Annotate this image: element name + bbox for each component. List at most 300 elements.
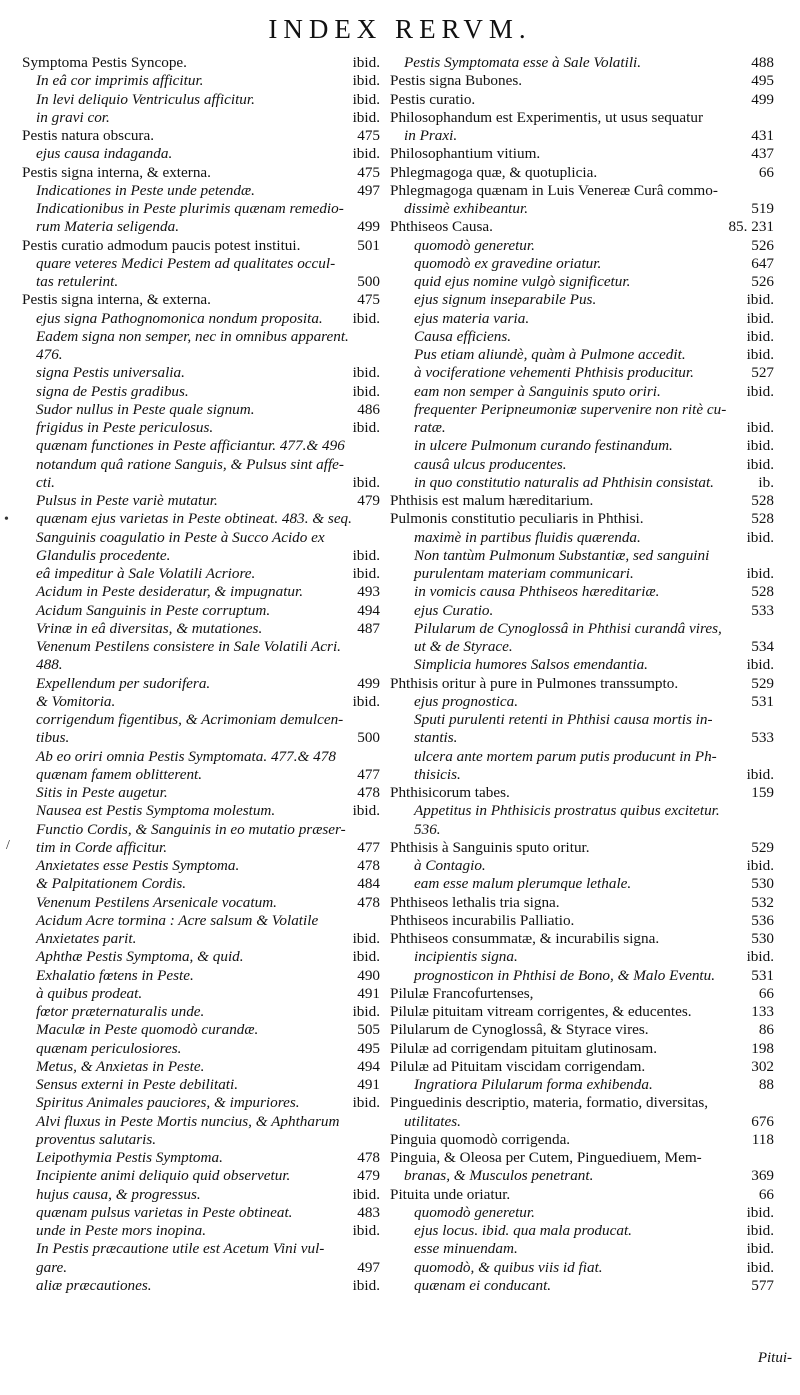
entry-page-number: 494 — [353, 1058, 380, 1076]
index-entry — [22, 510, 380, 528]
entry-page-number: 531 — [747, 693, 774, 711]
entry-text: Pestis signa interna, & externa. — [22, 163, 211, 181]
index-entry — [22, 930, 380, 948]
entry-text: ejus signa Pathognomonica nondum proposita. — [36, 309, 323, 327]
entry-text: in quo constitutio naturalis ad Phthisin consistat. — [414, 473, 714, 491]
entry-text: maximè in partibus fluidis quærenda. — [414, 528, 641, 546]
entry-page-number: 526 — [747, 273, 774, 291]
index-entry — [390, 1003, 774, 1021]
entry-page-number: 505 — [353, 1021, 380, 1039]
entry-text: Phthiseos Causa. — [390, 218, 493, 236]
entry-text: Acidum in Peste desideratur, & impugnatur. — [36, 583, 304, 601]
entry-page-number: ibid. — [349, 310, 380, 328]
entry-page-number: 491 — [353, 985, 380, 1003]
entry-page-number: 491 — [353, 1076, 380, 1094]
index-entry — [22, 182, 380, 200]
entry-page-number: 527 — [747, 364, 774, 382]
entry-text: ut & de Styrace. — [414, 638, 513, 655]
entry-text: Glandulis procedente. — [36, 546, 171, 564]
entry-text: Spiritus Animales pauciores, & impuriores. — [36, 1094, 300, 1112]
entry-text: quomodò ex gravedine oriatur. — [414, 254, 602, 272]
index-entry — [390, 1186, 774, 1204]
entry-text: Pituita unde oriatur. — [390, 1185, 511, 1203]
index-entry — [390, 273, 774, 291]
index-entry — [390, 1204, 774, 1222]
entry-page-number: 499 — [353, 218, 380, 236]
entry-text: Pestis signa interna, & externa. — [22, 291, 211, 309]
entry-page-number: ibid. — [743, 328, 774, 346]
entry-text: Sensus externi in Peste debilitati. — [36, 1076, 239, 1093]
index-entry — [390, 729, 774, 747]
entry-text: causâ ulcus producentes. — [414, 455, 567, 473]
entry-text: Sudor nullus in Peste quale signum. — [36, 400, 255, 418]
entry-text: Leipothymia Pestis Symptoma. — [36, 1149, 223, 1166]
entry-text: Pestis natura obscura. — [22, 127, 155, 144]
entry-text: unde in Peste mors inopina. — [36, 1222, 206, 1239]
entry-text: gare. — [36, 1258, 68, 1276]
entry-text: rum Materia seligenda. — [36, 218, 179, 236]
entry-text: Pilulæ ad Pituitam viscidam corrigendam. — [390, 1057, 646, 1075]
entry-text: à Contagio. — [414, 857, 486, 874]
index-entry — [22, 328, 380, 346]
entry-page-number: ibid. — [349, 474, 380, 492]
entry-text: quomodò generetur. — [414, 236, 535, 254]
entry-page-number: 479 — [353, 1167, 380, 1185]
entry-page-number: ibid. — [743, 857, 774, 875]
entry-page-number: 85. 231 — [724, 218, 774, 236]
index-entry — [22, 310, 380, 328]
index-entry — [22, 638, 380, 656]
entry-page-number: ibid. — [349, 1094, 380, 1112]
entry-page-number: 530 — [747, 875, 774, 893]
entry-page-number: 479 — [353, 492, 380, 510]
entry-text: Anxietates esse Pestis Symptoma. — [36, 857, 240, 874]
index-entry — [22, 1021, 380, 1039]
entry-text: signa de Pestis gradibus. — [36, 382, 189, 400]
entry-text: quænam pulsus varietas in Peste obtineat. — [36, 1203, 293, 1221]
entry-text: quænam ejus varietas in Peste obtineat. 483. & seq. — [36, 510, 352, 528]
entry-text: ejus signum inseparabile Pus. — [414, 291, 597, 309]
entry-page-number: ibid. — [743, 656, 774, 674]
entry-text: Pilulæ ad corrigendam pituitam glutinosam. — [390, 1039, 658, 1057]
entry-text: eâ impeditur à Sale Volatili Acriore. — [36, 565, 256, 582]
index-entry — [22, 1149, 380, 1167]
index-entry — [390, 985, 774, 1003]
entry-text: Pinguia, & Oleosa per Cutem, Pinguediuem, Mem- — [390, 1149, 702, 1166]
index-entry — [390, 164, 774, 182]
index-entry — [390, 711, 774, 729]
index-entry — [390, 456, 774, 474]
entry-page-number: 475 — [353, 164, 380, 182]
index-entry — [390, 675, 774, 693]
entry-page-number: ibid. — [743, 383, 774, 401]
entry-page-number: ibid. — [349, 547, 380, 565]
entry-text: Pus etiam aliundè, quàm à Pulmone accedit. — [414, 346, 686, 363]
index-column-right — [390, 54, 774, 1295]
entry-page-number: 88 — [755, 1076, 774, 1094]
entry-page-number: ibid. — [743, 565, 774, 583]
entry-page-number: ibid. — [743, 346, 774, 364]
entry-text: ratæ. — [414, 419, 446, 436]
entry-page-number: 499 — [353, 675, 380, 693]
index-entry — [390, 529, 774, 547]
index-entry — [22, 72, 380, 90]
entry-page-number: 495 — [353, 1040, 380, 1058]
entry-text: Indicationibus in Peste plurimis quænam remedio- — [36, 200, 344, 217]
index-entry — [22, 675, 380, 693]
index-entry — [390, 1131, 774, 1149]
index-entry — [22, 1003, 380, 1021]
entry-text: eam non semper à Sanguinis sputo oriri. — [414, 382, 661, 400]
index-entry — [390, 620, 774, 638]
index-entry — [22, 620, 380, 638]
entry-page-number: 477 — [353, 766, 380, 784]
entry-text: ejus locus. ibid. qua mala producat. — [414, 1222, 632, 1239]
entry-text: Phlegmagoga quæ, & quotuplicia. — [390, 163, 598, 181]
entry-page-number: 499 — [747, 91, 774, 109]
index-entry — [22, 127, 380, 145]
entry-text: Pestis curatio. — [390, 90, 476, 108]
entry-text: Symptoma Pestis Syncope. — [22, 54, 187, 71]
index-entry — [22, 711, 380, 729]
index-entry — [22, 656, 380, 674]
entry-text: Acidum Sanguinis in Peste corruptum. — [36, 601, 271, 619]
index-entry — [390, 1167, 774, 1185]
entry-page-number: 302 — [747, 1058, 774, 1076]
entry-text: Pilularum de Cynoglossâ in Phthisi curandâ vires, — [414, 619, 722, 637]
entry-text: Pilulæ Francofurtenses, — [390, 984, 534, 1002]
entry-text: Ingratiora Pilularum forma exhibenda. — [414, 1076, 653, 1093]
index-entry — [390, 328, 774, 346]
index-entry — [390, 437, 774, 455]
index-entry — [390, 894, 774, 912]
entry-text: Maculæ in Peste quomodò curandæ. — [36, 1021, 259, 1039]
index-entry — [22, 437, 380, 455]
entry-text: frequenter Peripneumoniæ supervenire non ritè cu- — [414, 400, 727, 418]
index-entry — [22, 492, 380, 510]
entry-text: Phthisicorum tabes. — [390, 784, 510, 801]
entry-page-number: ibid. — [349, 565, 380, 583]
entry-page-number: 477 — [353, 839, 380, 857]
index-entry — [390, 547, 774, 565]
entry-text: Metus, & Anxietas in Peste. — [36, 1057, 205, 1075]
index-entry — [390, 218, 774, 236]
index-entry — [390, 1076, 774, 1094]
index-entry — [22, 383, 380, 401]
entry-text: Incipiente animi deliquio quid observetur. — [36, 1167, 291, 1185]
index-entry — [390, 419, 774, 437]
entry-page-number: 528 — [747, 492, 774, 510]
entry-text: Sanguinis coagulatio in Peste à Succo Acido ex — [36, 528, 325, 546]
index-entry — [22, 1058, 380, 1076]
entry-text: ejus Curatio. — [414, 601, 494, 619]
index-entry — [22, 346, 380, 364]
index-entry — [390, 1277, 774, 1295]
entry-text: quænam famem oblitterent. — [36, 765, 203, 783]
entry-text: Phthiseos consummatæ, & incurabilis signa. — [390, 930, 660, 947]
entry-text: aliæ præcautiones. — [36, 1276, 152, 1294]
entry-page-number: ibid. — [349, 109, 380, 127]
entry-page-number: 493 — [353, 583, 380, 601]
entry-text: Alvi fluxus in Peste Mortis nuncius, & Aphtharum — [36, 1112, 340, 1130]
entry-page-number: 133 — [747, 1003, 774, 1021]
index-entry — [390, 948, 774, 966]
index-entry — [390, 912, 774, 930]
entry-text: à quibus prodeat. — [36, 984, 143, 1002]
index-entry — [22, 273, 380, 291]
entry-text: branas, & Musculos penetrant. — [404, 1167, 594, 1185]
entry-text: stantis. — [414, 729, 458, 747]
entry-text: 476. — [36, 346, 63, 363]
entry-page-number: 647 — [747, 255, 774, 273]
index-entry — [390, 346, 774, 364]
index-entry — [22, 401, 380, 419]
index-entry — [22, 1277, 380, 1295]
entry-text: & Vomitoria. — [36, 692, 116, 710]
index-entry — [390, 1094, 774, 1112]
entry-page-number: ibid. — [743, 529, 774, 547]
index-entry — [390, 91, 774, 109]
entry-text: signa Pestis universalia. — [36, 364, 185, 382]
entry-text: Pestis Symptomata esse à Sale Volatili. — [404, 54, 642, 71]
index-entry — [390, 200, 774, 218]
entry-page-number: ibid. — [349, 930, 380, 948]
entry-text: Pulmonis constitutio peculiaris in Phthisi. — [390, 510, 644, 528]
index-entry — [22, 456, 380, 474]
index-entry — [390, 766, 774, 784]
entry-text: hujus causa, & progressus. — [36, 1185, 201, 1203]
entry-text: tas retulerint. — [36, 273, 119, 290]
entry-page-number: 533 — [747, 602, 774, 620]
entry-text: corrigendum figentibus, & Acrimoniam demulcen- — [36, 711, 344, 728]
entry-page-number: 118 — [748, 1131, 774, 1149]
index-entry — [22, 91, 380, 109]
entry-page-number: ibid. — [743, 1222, 774, 1240]
entry-text: Pulsus in Peste variè mutatur. — [36, 492, 218, 509]
index-entry — [390, 310, 774, 328]
entry-text: quare veteres Medici Pestem ad qualitates occul- — [36, 254, 336, 272]
entry-text: tibus. — [36, 729, 70, 747]
index-entry — [390, 54, 774, 72]
entry-page-number: 497 — [353, 1259, 380, 1277]
index-entry — [22, 729, 380, 747]
index-entry — [390, 693, 774, 711]
entry-page-number: 528 — [747, 583, 774, 601]
entry-text: Phthiseos lethalis tria signa. — [390, 893, 560, 911]
entry-page-number: 533 — [747, 729, 774, 747]
index-entry — [22, 291, 380, 309]
entry-text: Indicationes in Peste unde petendæ. — [36, 181, 255, 199]
margin-dot-mark: • — [4, 512, 9, 527]
entry-page-number: ibid. — [743, 766, 774, 784]
entry-text: thisicis. — [414, 765, 461, 783]
entry-text: quænam functiones in Peste afficiantur. 477.& 496 — [36, 437, 345, 455]
entry-text: Phthisis à Sanguinis sputo oritur. — [390, 838, 590, 856]
index-entry — [22, 1076, 380, 1094]
entry-page-number: 478 — [353, 1149, 380, 1167]
entry-text: Exhalatio fœtens in Peste. — [36, 966, 194, 984]
entry-page-number: ibid. — [349, 419, 380, 437]
index-entry — [390, 638, 774, 656]
catchword: Pitui- — [757, 1350, 792, 1366]
entry-text: Functio Cordis, & Sanguinis in eo mutatio præser- — [36, 820, 346, 838]
index-entry — [22, 1113, 380, 1131]
entry-page-number: 526 — [747, 237, 774, 255]
entry-page-number: ibid. — [743, 291, 774, 309]
entry-text: Anxietates parit. — [36, 930, 137, 947]
entry-page-number: 86 — [755, 1021, 774, 1039]
entry-text: Pinguia quomodò corrigenda. — [390, 1130, 571, 1148]
entry-page-number: 159 — [747, 784, 774, 802]
index-entry — [22, 1131, 380, 1149]
entry-page-number: 369 — [747, 1167, 774, 1185]
entry-text: Philosophantium vitium. — [390, 145, 541, 163]
index-entry — [22, 565, 380, 583]
index-entry — [22, 875, 380, 893]
entry-text: in vomicis causa Phthiseos hæreditariæ. — [414, 583, 660, 601]
index-entry — [390, 127, 774, 145]
entry-text: Simplicia humores Salsos emendantia. — [414, 656, 648, 674]
entry-text: eam esse malum plerumque lethale. — [414, 875, 632, 893]
entry-text: proventus salutaris. — [36, 1130, 157, 1148]
index-entry — [22, 1094, 380, 1112]
entry-page-number: 475 — [353, 291, 380, 309]
index-entry — [22, 967, 380, 985]
entry-page-number: ibid. — [349, 72, 380, 90]
entry-text: Phthisis oritur à pure in Pulmones transsumpto. — [390, 674, 679, 692]
entry-page-number: 66 — [755, 1186, 774, 1204]
index-entry — [390, 1149, 774, 1167]
entry-page-number: 478 — [353, 784, 380, 802]
entry-text: esse minuendam. — [414, 1240, 518, 1258]
entry-text: Eadem signa non semper, nec in omnibus apparent. — [36, 327, 349, 345]
entry-page-number: 486 — [353, 401, 380, 419]
entry-page-number: 478 — [353, 894, 380, 912]
entry-page-number: 536 — [747, 912, 774, 930]
index-entry — [390, 1040, 774, 1058]
entry-page-number: 577 — [747, 1277, 774, 1295]
entry-page-number: ibid. — [743, 437, 774, 455]
index-entry — [390, 72, 774, 90]
index-entry — [22, 237, 380, 255]
entry-page-number: ibid. — [743, 310, 774, 328]
entry-text: Venenum Pestilens Arsenicale vocatum. — [36, 893, 277, 911]
index-entry — [390, 821, 774, 839]
entry-text: Acidum Acre tormina : Acre salsum & Volatile — [36, 911, 319, 929]
entry-page-number: ibid. — [349, 1186, 380, 1204]
entry-text: Sitis in Peste augetur. — [36, 784, 168, 801]
entry-page-number: 494 — [353, 602, 380, 620]
index-entry — [390, 802, 774, 820]
entry-page-number: 490 — [353, 967, 380, 985]
entry-text: utilitates. — [404, 1112, 461, 1130]
index-entry — [22, 109, 380, 127]
entry-text: In eâ cor imprimis afficitur. — [36, 72, 204, 90]
index-entry — [22, 547, 380, 565]
index-entry — [22, 985, 380, 1003]
entry-page-number: 531 — [747, 967, 774, 985]
index-entry — [390, 1222, 774, 1240]
entry-page-number: 529 — [747, 839, 774, 857]
entry-page-number: ibid. — [743, 1204, 774, 1222]
entry-page-number: 487 — [353, 620, 380, 638]
entry-page-number: 529 — [747, 675, 774, 693]
index-entry — [390, 839, 774, 857]
entry-text: & Palpitationem Cordis. — [36, 875, 187, 893]
index-entry — [390, 857, 774, 875]
entry-page-number: 500 — [353, 729, 380, 747]
index-entry — [22, 583, 380, 601]
entry-page-number: ibid. — [349, 802, 380, 820]
entry-text: 488. — [36, 656, 63, 674]
index-entry — [22, 54, 380, 72]
entry-page-number: 532 — [747, 894, 774, 912]
entry-text: frigidus in Peste periculosus. — [36, 419, 214, 436]
entry-text: Sputi purulenti retenti in Phthisi causa mortis in- — [414, 711, 713, 728]
entry-text: In Pestis præcautione utile est Acetum Vini vul- — [36, 1240, 325, 1258]
index-entry — [22, 255, 380, 273]
entry-page-number: ibid. — [349, 1277, 380, 1295]
index-entry — [390, 967, 774, 985]
entry-text: fœtor præternaturalis unde. — [36, 1003, 205, 1020]
index-column-left — [22, 54, 380, 1295]
entry-text: purulentam materiam communicari. — [414, 565, 634, 582]
index-entry — [22, 1040, 380, 1058]
entry-page-number: 534 — [747, 638, 774, 656]
index-entry — [22, 1259, 380, 1277]
entry-page-number: ibid. — [349, 91, 380, 109]
index-entry — [22, 1204, 380, 1222]
index-entry — [390, 583, 774, 601]
index-entry — [390, 401, 774, 419]
entry-page-number: 530 — [747, 930, 774, 948]
entry-page-number: ib. — [754, 474, 774, 492]
entry-page-number: 495 — [747, 72, 774, 90]
entry-text: tim in Corde afficitur. — [36, 838, 168, 856]
index-entry — [390, 383, 774, 401]
index-entry — [390, 237, 774, 255]
index-entry — [22, 766, 380, 784]
entry-text: ejus causa indaganda. — [36, 145, 173, 163]
index-entry — [390, 602, 774, 620]
entry-page-number: ibid. — [349, 54, 380, 72]
entry-text: dissimè exhibeantur. — [404, 200, 529, 217]
entry-text: Pilularum de Cynoglossâ, & Styrace vires. — [390, 1021, 649, 1039]
index-entry — [390, 1021, 774, 1039]
index-entry — [390, 1113, 774, 1131]
index-entry — [22, 802, 380, 820]
index-entry — [390, 748, 774, 766]
entry-page-number: 198 — [747, 1040, 774, 1058]
entry-page-number: 483 — [353, 1204, 380, 1222]
entry-text: Phthisis est malum hæreditarium. — [390, 492, 594, 509]
index-entry — [390, 182, 774, 200]
index-entry — [22, 693, 380, 711]
entry-page-number: 437 — [747, 145, 774, 163]
entry-text: ejus materia varia. — [414, 309, 530, 327]
entry-text: prognosticon in Phthisi de Bono, & Malo Eventu. — [414, 966, 716, 984]
entry-text: in ulcere Pulmonum curando festinandum. — [414, 437, 673, 455]
index-entry — [390, 565, 774, 583]
entry-text: Pestis curatio admodum paucis potest institui. — [22, 236, 301, 254]
index-entry — [390, 784, 774, 802]
entry-page-number: 66 — [755, 985, 774, 1003]
entry-text: Pinguedinis descriptio, materia, formatio, diversitas, — [390, 1094, 709, 1112]
index-entry — [390, 656, 774, 674]
index-entry — [390, 145, 774, 163]
entry-page-number: 519 — [747, 200, 774, 218]
index-entry — [390, 364, 774, 382]
